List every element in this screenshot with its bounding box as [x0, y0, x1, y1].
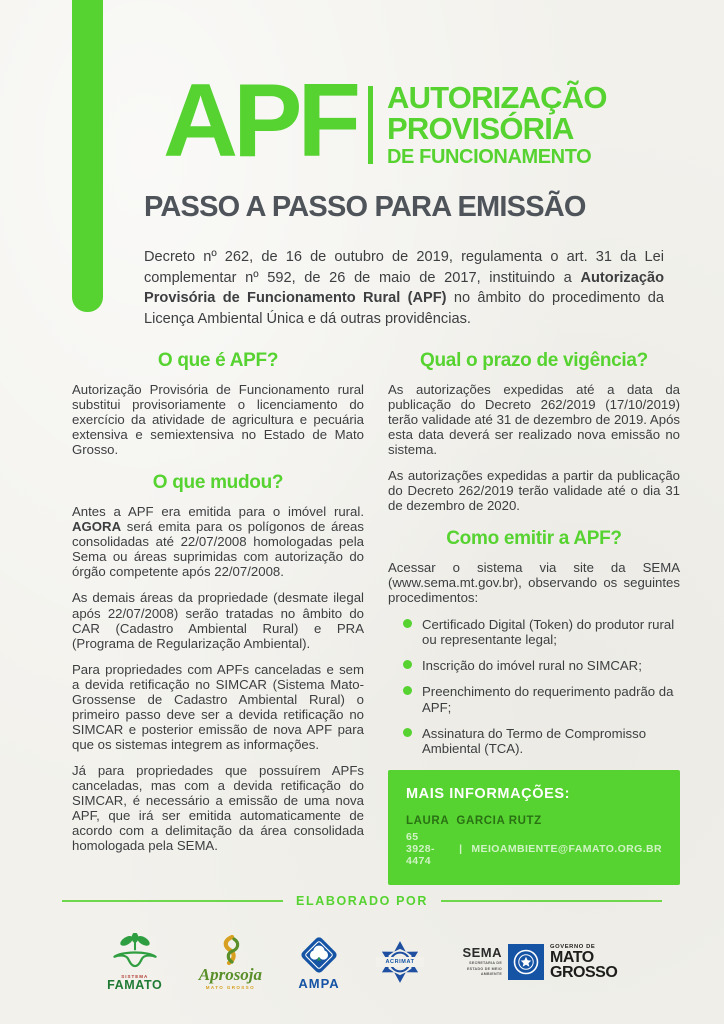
paragraph-validity-2: As autorizações expedidas a partir da publicação do Decreto 262/2019 terão validade até o dia 31 de dezembro de 2020.: [388, 468, 680, 514]
grosso-label: GROSSO: [550, 963, 618, 981]
aprosoja-name-label: Aprosoja: [198, 964, 263, 984]
divider-line: [441, 900, 662, 902]
paragraph-how-to-intro: Acessar o sistema via site da SEMA (www.sema.mt.gov.br), observando os seguintes procedimentos:: [388, 560, 680, 606]
elaborated-by-divider: [62, 894, 662, 908]
famato-leaves-bull-icon: [107, 933, 163, 973]
bullet-dot-icon: [403, 728, 412, 737]
bullet-text: Inscrição do imóvel rural no SIMCAR;: [422, 658, 642, 674]
famato-name-label: FAMATO: [107, 977, 163, 992]
section-title-validity: Qual o prazo de vigência?: [420, 350, 648, 371]
sema-name-label: SEMA: [462, 945, 503, 961]
acrimat-logo: [376, 938, 424, 986]
content-columns: [72, 346, 680, 885]
section-title-how-to-emit: Como emitir a APF?: [446, 528, 622, 550]
ampa-logo: [298, 934, 340, 990]
paragraph-what-changed-4: Já para propriedades que possuírem APFs canceladas, mas com a devida retificação do SIMCAR, é necessário a emissão de uma nova APF, que irá ser emitida automaticamente de acordo com a delimitação da área consolidada homologada pela SEMA.: [72, 762, 364, 854]
email-address: MEIOAMBIENTE@FAMATO.ORG.BR: [471, 842, 662, 855]
list-item: [388, 726, 680, 757]
acrimat-name-band: [376, 957, 424, 967]
paragraph-what-changed-2: As demais áreas da propriedade (desmate ilegal após 22/07/2008) serão tratadas no âmbito do CAR (Cadastro Ambiental Rural) e PRA (Programa de Regularização Ambiental).: [72, 590, 364, 651]
logos-row: [52, 920, 672, 1004]
paragraph-text-cont: será emita para os polígonos de áreas consolidadas até 22/07/2008 homologadas pela Sema ou áreas suprimidas com autorização do órgão competente após 22/07/2008.: [72, 519, 364, 580]
paragraph-what-changed-3: Para propriedades com APFs canceladas e sem a devida retificação no SIMCAR (Sistema Mato-Grossense de Cadastro Ambiental Rural) o primeiro passo deve ser a devida retificação no SIMCAR e posterior emissão de nova APF para que os sistemas integrem as informações.: [72, 661, 364, 752]
info-box-title: MAIS INFORMAÇÕES:: [406, 785, 571, 802]
header-divider: [368, 86, 373, 164]
acrimat-emblem-icon: [376, 938, 424, 986]
green-accent-bar: [72, 0, 103, 312]
page-title: PASSO A PASSO PARA EMISSÃO: [144, 191, 586, 223]
mato-label: MATO: [550, 949, 594, 967]
aprosoja-soy-swirl-icon: [217, 935, 243, 965]
list-item: [388, 617, 680, 648]
mato-grosso-coat-of-arms-icon: [508, 944, 544, 980]
section-title-what-is-apf: O que é APF?: [157, 350, 279, 371]
info-box: [388, 770, 680, 885]
bullet-text: Certificado Digital (Token) do produtor rural ou representante legal;: [422, 616, 675, 647]
intro-bold-text: Autorização Provisória de Funcionamento Rural (APF): [144, 269, 664, 307]
section-title-what-changed: O que mudou?: [152, 472, 284, 494]
bullet-dot-icon: [403, 619, 412, 628]
elaborated-by-label: ELABORADO POR: [296, 894, 428, 908]
governo-block: [550, 944, 617, 979]
contact-name: LAURA GARCIA RUTZ: [406, 814, 542, 827]
intro-text-cont: no âmbito do procedimento da Licença Ambiental Única e dá outras providências.: [144, 290, 664, 328]
aprosoja-logo: [199, 935, 262, 990]
left-column: [72, 346, 364, 885]
ampa-cotton-diamond-icon: [298, 934, 340, 976]
right-column: [388, 346, 680, 885]
bullet-dot-icon: [403, 660, 412, 669]
acrimat-name-label: ACRIMAT: [385, 959, 415, 965]
phone-number: 65 3928-4474: [406, 830, 435, 867]
sema-governo-logo: [460, 944, 617, 980]
ampa-name-label: AMPA: [298, 976, 340, 991]
header: [163, 63, 607, 179]
contact-row: [406, 831, 662, 867]
paragraph-bold-text: AGORA: [72, 519, 122, 535]
apf-acronym: APF: [163, 63, 356, 179]
paragraph-text: Antes a APF era emitida para o imóvel rural.: [72, 504, 364, 520]
paragraph-what-is: Autorização Provisória de Funcionamento rural substitui provisoriamente o licenciamento do exercício da atividade de agricultura e pecuária extensiva e semiextensiva no Estado de Mato Grosso.: [72, 382, 364, 458]
sema-block: [460, 946, 502, 977]
title-line-3: DE FUNCIONAMENTO: [387, 145, 592, 168]
divider-line: [62, 900, 283, 902]
header-title: [387, 79, 607, 168]
title-line-1: AUTORIZAÇÃO: [387, 79, 607, 115]
paragraph-validity-1: As autorizações expedidas até a data da publicação do Decreto 262/2019 (17/10/2019) terão validade até 31 de dezembro de 2019. Após esta data deverá ser realizado nova emissão no sistema.: [388, 382, 680, 458]
bullet-text: Preenchimento do requerimento padrão da APF;: [422, 684, 674, 715]
intro-paragraph: [144, 247, 664, 330]
sema-sub-label: SECRETARIA DE ESTADO DE MEIO AMBIENTE: [466, 961, 503, 977]
bullet-text: Assinatura do Termo de Compromisso Ambiental (TCA).: [422, 726, 647, 757]
contact-separator: |: [459, 842, 463, 855]
paragraph-what-changed-1: [72, 504, 364, 579]
aprosoja-sub-label: MATO GROSSO: [205, 984, 255, 990]
bullet-dot-icon: [403, 686, 412, 695]
governo-de-label: GOVERNO DE: [550, 944, 596, 951]
famato-system-label: SISTEMA: [121, 973, 149, 979]
title-line-2: PROVISÓRIA: [387, 111, 574, 147]
intro-text: Decreto nº 262, de 16 de outubro de 2019, regulamenta o art. 31 da Lei complementar nº 592, de 26 de maio de 2017, instituindo a: [144, 249, 664, 286]
list-item: [388, 684, 680, 715]
famato-logo: [107, 933, 163, 992]
list-item: [388, 658, 680, 673]
